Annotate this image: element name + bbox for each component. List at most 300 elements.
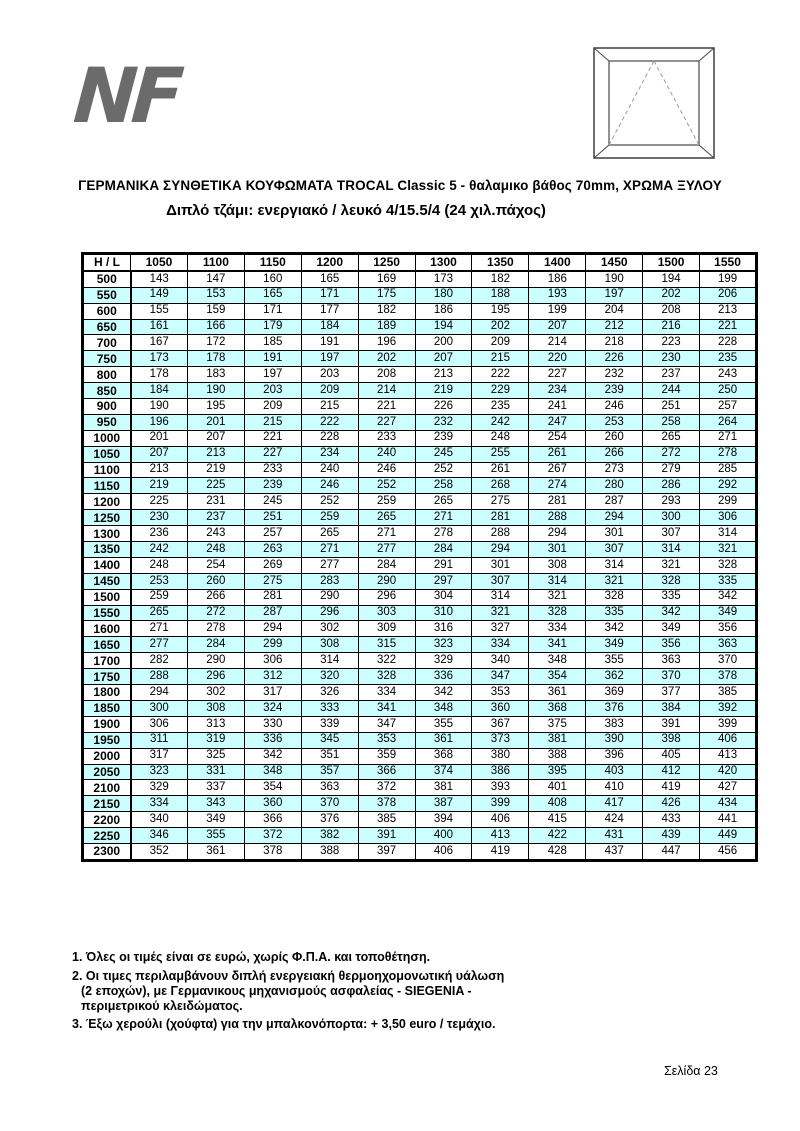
price-cell: 191 xyxy=(301,335,358,351)
price-cell: 370 xyxy=(643,669,700,685)
table-row xyxy=(83,637,757,653)
note-item: 1. Όλες οι τιμές είναι σε ευρώ, χωρίς Φ.Π.Α. και τοποθέτηση. xyxy=(72,950,431,964)
table-row xyxy=(83,383,757,399)
table-row xyxy=(83,685,757,701)
price-cell: 399 xyxy=(472,796,529,812)
price-cell: 413 xyxy=(472,828,529,844)
column-header: 1300 xyxy=(415,254,472,271)
price-cell: 361 xyxy=(415,732,472,748)
price-cell: 200 xyxy=(415,335,472,351)
row-header: 700 xyxy=(83,335,131,351)
price-cell: 356 xyxy=(700,621,757,637)
price-cell: 378 xyxy=(244,843,301,860)
price-cell: 413 xyxy=(700,748,757,764)
price-cell: 301 xyxy=(529,542,586,558)
note-item: 3. Έξω χερούλι (χούφτα) για την μπαλκονόπορτα: + 3,50 euro / τεμάχιο. xyxy=(72,1017,496,1031)
price-cell: 182 xyxy=(358,303,415,319)
table-row xyxy=(83,271,757,287)
price-cell: 203 xyxy=(244,383,301,399)
price-cell: 269 xyxy=(244,557,301,573)
row-header: 1900 xyxy=(83,716,131,732)
price-cell: 426 xyxy=(643,796,700,812)
price-cell: 343 xyxy=(187,796,244,812)
price-cell: 294 xyxy=(131,685,188,701)
price-cell: 372 xyxy=(244,828,301,844)
price-cell: 231 xyxy=(187,494,244,510)
price-cell: 304 xyxy=(415,589,472,605)
price-cell: 225 xyxy=(131,494,188,510)
price-cell: 334 xyxy=(472,637,529,653)
price-cell: 357 xyxy=(301,764,358,780)
price-cell: 182 xyxy=(472,271,529,287)
price-cell: 153 xyxy=(187,287,244,303)
price-cell: 296 xyxy=(187,669,244,685)
price-cell: 195 xyxy=(472,303,529,319)
price-cell: 284 xyxy=(415,542,472,558)
row-header: 2050 xyxy=(83,764,131,780)
price-cell: 165 xyxy=(301,271,358,287)
price-cell: 314 xyxy=(643,542,700,558)
price-cell: 259 xyxy=(301,510,358,526)
table-row xyxy=(83,557,757,573)
price-cell: 281 xyxy=(472,510,529,526)
price-cell: 352 xyxy=(131,843,188,860)
price-cell: 383 xyxy=(586,716,643,732)
price-cell: 257 xyxy=(700,399,757,415)
column-header: 1250 xyxy=(358,254,415,271)
price-cell: 363 xyxy=(301,780,358,796)
price-cell: 333 xyxy=(301,700,358,716)
price-cell: 213 xyxy=(131,462,188,478)
price-cell: 209 xyxy=(472,335,529,351)
price-cell: 246 xyxy=(358,462,415,478)
price-cell: 203 xyxy=(301,367,358,383)
price-cell: 165 xyxy=(244,287,301,303)
price-cell: 235 xyxy=(472,399,529,415)
price-cell: 328 xyxy=(529,605,586,621)
price-cell: 390 xyxy=(586,732,643,748)
price-cell: 160 xyxy=(244,271,301,287)
price-cell: 240 xyxy=(358,446,415,462)
price-cell: 215 xyxy=(301,399,358,415)
price-cell: 331 xyxy=(187,764,244,780)
row-header: 1250 xyxy=(83,510,131,526)
price-cell: 189 xyxy=(358,319,415,335)
price-cell: 329 xyxy=(415,653,472,669)
price-cell: 171 xyxy=(301,287,358,303)
price-cell: 277 xyxy=(358,542,415,558)
price-cell: 178 xyxy=(131,367,188,383)
price-cell: 237 xyxy=(187,510,244,526)
price-cell: 392 xyxy=(700,700,757,716)
price-cell: 328 xyxy=(700,557,757,573)
price-cell: 370 xyxy=(301,796,358,812)
price-cell: 310 xyxy=(415,605,472,621)
price-cell: 294 xyxy=(472,542,529,558)
price-cell: 143 xyxy=(131,271,188,287)
price-cell: 301 xyxy=(586,526,643,542)
price-cell: 266 xyxy=(187,589,244,605)
price-cell: 206 xyxy=(700,287,757,303)
price-cell: 406 xyxy=(700,732,757,748)
price-cell: 354 xyxy=(244,780,301,796)
price-cell: 169 xyxy=(358,271,415,287)
price-cell: 385 xyxy=(700,685,757,701)
price-cell: 199 xyxy=(529,303,586,319)
price-cell: 349 xyxy=(187,812,244,828)
price-cell: 321 xyxy=(529,589,586,605)
column-header: 1350 xyxy=(472,254,529,271)
price-cell: 396 xyxy=(586,748,643,764)
price-cell: 345 xyxy=(301,732,358,748)
price-cell: 221 xyxy=(244,430,301,446)
corner-header: H / L xyxy=(83,254,131,271)
price-cell: 321 xyxy=(700,542,757,558)
price-cell: 252 xyxy=(415,462,472,478)
price-cell: 328 xyxy=(358,669,415,685)
price-cell: 374 xyxy=(415,764,472,780)
price-cell: 167 xyxy=(131,335,188,351)
price-cell: 214 xyxy=(529,335,586,351)
price-cell: 378 xyxy=(700,669,757,685)
price-cell: 227 xyxy=(244,446,301,462)
price-cell: 252 xyxy=(301,494,358,510)
price-cell: 265 xyxy=(643,430,700,446)
price-cell: 275 xyxy=(244,573,301,589)
price-cell: 355 xyxy=(415,716,472,732)
price-cell: 375 xyxy=(529,716,586,732)
table-row xyxy=(83,510,757,526)
price-cell: 340 xyxy=(472,653,529,669)
price-cell: 314 xyxy=(586,557,643,573)
price-cell: 234 xyxy=(301,446,358,462)
price-cell: 342 xyxy=(415,685,472,701)
price-cell: 197 xyxy=(244,367,301,383)
price-cell: 265 xyxy=(301,526,358,542)
price-cell: 221 xyxy=(358,399,415,415)
price-cell: 408 xyxy=(529,796,586,812)
price-cell: 254 xyxy=(187,557,244,573)
table-row xyxy=(83,319,757,335)
price-cell: 246 xyxy=(301,478,358,494)
row-header: 1950 xyxy=(83,732,131,748)
price-cell: 321 xyxy=(472,605,529,621)
price-cell: 302 xyxy=(301,621,358,637)
price-cell: 339 xyxy=(301,716,358,732)
table-header-row xyxy=(83,254,757,271)
price-cell: 218 xyxy=(586,335,643,351)
price-cell: 330 xyxy=(244,716,301,732)
price-cell: 230 xyxy=(643,351,700,367)
price-cell: 248 xyxy=(187,542,244,558)
table-row xyxy=(83,780,757,796)
price-cell: 342 xyxy=(643,605,700,621)
price-cell: 253 xyxy=(586,414,643,430)
price-cell: 337 xyxy=(187,780,244,796)
price-cell: 258 xyxy=(415,478,472,494)
column-header: 1150 xyxy=(244,254,301,271)
price-cell: 307 xyxy=(643,526,700,542)
column-header: 1100 xyxy=(187,254,244,271)
price-cell: 342 xyxy=(700,589,757,605)
price-cell: 184 xyxy=(301,319,358,335)
price-cell: 284 xyxy=(187,637,244,653)
price-cell: 287 xyxy=(244,605,301,621)
price-cell: 400 xyxy=(415,828,472,844)
row-header: 650 xyxy=(83,319,131,335)
price-cell: 222 xyxy=(301,414,358,430)
price-cell: 360 xyxy=(244,796,301,812)
price-cell: 323 xyxy=(131,764,188,780)
price-cell: 220 xyxy=(529,351,586,367)
row-header: 1600 xyxy=(83,621,131,637)
price-cell: 235 xyxy=(700,351,757,367)
column-header: 1550 xyxy=(700,254,757,271)
page-subtitle: Διπλό τζάμι: ενεργιακό / λευκό 4/15.5/4 (24 χιλ.πάχος) xyxy=(166,202,546,219)
price-cell: 219 xyxy=(131,478,188,494)
price-cell: 227 xyxy=(529,367,586,383)
price-cell: 334 xyxy=(358,685,415,701)
row-header: 1200 xyxy=(83,494,131,510)
price-cell: 243 xyxy=(700,367,757,383)
row-header: 500 xyxy=(83,271,131,287)
price-cell: 228 xyxy=(700,335,757,351)
price-cell: 263 xyxy=(244,542,301,558)
price-cell: 197 xyxy=(301,351,358,367)
price-cell: 355 xyxy=(187,828,244,844)
price-cell: 326 xyxy=(301,685,358,701)
price-cell: 329 xyxy=(131,780,188,796)
price-cell: 201 xyxy=(187,414,244,430)
price-cell: 271 xyxy=(415,510,472,526)
price-cell: 314 xyxy=(529,573,586,589)
price-cell: 161 xyxy=(131,319,188,335)
price-cell: 259 xyxy=(358,494,415,510)
price-cell: 370 xyxy=(700,653,757,669)
price-cell: 267 xyxy=(529,462,586,478)
price-cell: 410 xyxy=(586,780,643,796)
table-row xyxy=(83,828,757,844)
price-cell: 401 xyxy=(529,780,586,796)
price-cell: 428 xyxy=(529,843,586,860)
row-header: 850 xyxy=(83,383,131,399)
price-cell: 251 xyxy=(643,399,700,415)
price-cell: 349 xyxy=(643,621,700,637)
price-cell: 434 xyxy=(700,796,757,812)
price-cell: 207 xyxy=(187,430,244,446)
price-cell: 306 xyxy=(700,510,757,526)
price-cell: 171 xyxy=(244,303,301,319)
row-header: 800 xyxy=(83,367,131,383)
price-cell: 308 xyxy=(187,700,244,716)
row-header: 1700 xyxy=(83,653,131,669)
price-cell: 232 xyxy=(415,414,472,430)
price-cell: 208 xyxy=(643,303,700,319)
price-cell: 278 xyxy=(415,526,472,542)
price-cell: 213 xyxy=(187,446,244,462)
price-cell: 227 xyxy=(358,414,415,430)
row-header: 900 xyxy=(83,399,131,415)
price-cell: 173 xyxy=(415,271,472,287)
price-cell: 237 xyxy=(643,367,700,383)
row-header: 1550 xyxy=(83,605,131,621)
price-cell: 373 xyxy=(472,732,529,748)
row-header: 2100 xyxy=(83,780,131,796)
price-cell: 290 xyxy=(301,589,358,605)
table-row xyxy=(83,399,757,415)
price-cell: 334 xyxy=(131,796,188,812)
price-cell: 309 xyxy=(358,621,415,637)
table-row xyxy=(83,732,757,748)
price-cell: 199 xyxy=(700,271,757,287)
table-row xyxy=(83,700,757,716)
price-cell: 239 xyxy=(244,478,301,494)
price-cell: 336 xyxy=(415,669,472,685)
price-cell: 191 xyxy=(244,351,301,367)
table-row xyxy=(83,605,757,621)
price-cell: 311 xyxy=(131,732,188,748)
note-item: 2. Οι τιμες περιλαμβάνουν διπλή ενεργειακή θερμοηχομονωτική υάλωση xyxy=(72,968,505,983)
price-cell: 417 xyxy=(586,796,643,812)
column-header: 1500 xyxy=(643,254,700,271)
price-cell: 242 xyxy=(472,414,529,430)
price-cell: 323 xyxy=(415,637,472,653)
price-cell: 209 xyxy=(301,383,358,399)
column-header: 1400 xyxy=(529,254,586,271)
price-cell: 265 xyxy=(358,510,415,526)
price-cell: 376 xyxy=(586,700,643,716)
price-cell: 368 xyxy=(529,700,586,716)
price-cell: 319 xyxy=(187,732,244,748)
page-title: ΓΕΡΜΑΝΙΚΑ ΣΥΝΘΕΤΙΚΑ ΚΟΥΦΩΜΑΤΑ TROCAL Classic 5 - θαλαμικο βάθος 70mm, ΧΡΩΜΑ ΞΥΛΟΥ xyxy=(78,178,722,193)
price-cell: 314 xyxy=(700,526,757,542)
table-row xyxy=(83,764,757,780)
price-cell: 194 xyxy=(643,271,700,287)
price-cell: 257 xyxy=(244,526,301,542)
price-cell: 264 xyxy=(700,414,757,430)
price-cell: 368 xyxy=(415,748,472,764)
table-row xyxy=(83,669,757,685)
price-cell: 271 xyxy=(358,526,415,542)
price-cell: 283 xyxy=(301,573,358,589)
price-cell: 302 xyxy=(187,685,244,701)
price-cell: 308 xyxy=(529,557,586,573)
price-cell: 406 xyxy=(472,812,529,828)
price-cell: 342 xyxy=(244,748,301,764)
price-cell: 281 xyxy=(529,494,586,510)
price-cell: 306 xyxy=(244,653,301,669)
nf-logo: NF xyxy=(70,51,181,140)
row-header: 1800 xyxy=(83,685,131,701)
price-cell: 378 xyxy=(358,796,415,812)
row-header: 1750 xyxy=(83,669,131,685)
row-header: 550 xyxy=(83,287,131,303)
price-cell: 202 xyxy=(643,287,700,303)
price-cell: 202 xyxy=(472,319,529,335)
price-cell: 242 xyxy=(131,542,188,558)
price-cell: 360 xyxy=(472,700,529,716)
note-continuation-line: περιμετρικού κλειδώματος. xyxy=(81,998,243,1013)
price-cell: 420 xyxy=(700,764,757,780)
price-cell: 278 xyxy=(187,621,244,637)
price-cell: 195 xyxy=(187,399,244,415)
price-cell: 321 xyxy=(643,557,700,573)
price-cell: 385 xyxy=(358,812,415,828)
row-header: 1000 xyxy=(83,430,131,446)
price-cell: 447 xyxy=(643,843,700,860)
price-cell: 399 xyxy=(700,716,757,732)
price-cell: 250 xyxy=(700,383,757,399)
price-cell: 427 xyxy=(700,780,757,796)
price-cell: 377 xyxy=(643,685,700,701)
row-header: 1400 xyxy=(83,557,131,573)
row-header: 1850 xyxy=(83,700,131,716)
price-cell: 376 xyxy=(301,812,358,828)
price-cell: 394 xyxy=(415,812,472,828)
row-header: 1300 xyxy=(83,526,131,542)
price-cell: 353 xyxy=(358,732,415,748)
price-cell: 230 xyxy=(131,510,188,526)
price-cell: 281 xyxy=(244,589,301,605)
price-cell: 439 xyxy=(643,828,700,844)
price-cell: 208 xyxy=(358,367,415,383)
price-cell: 245 xyxy=(244,494,301,510)
price-cell: 190 xyxy=(187,383,244,399)
table-row xyxy=(83,526,757,542)
price-cell: 297 xyxy=(415,573,472,589)
price-cell: 362 xyxy=(586,669,643,685)
table-row xyxy=(83,843,757,860)
price-cell: 193 xyxy=(529,287,586,303)
table-row xyxy=(83,589,757,605)
table-row xyxy=(83,335,757,351)
price-cell: 314 xyxy=(472,589,529,605)
price-cell: 219 xyxy=(415,383,472,399)
price-cell: 361 xyxy=(187,843,244,860)
price-cell: 300 xyxy=(131,700,188,716)
row-header: 1450 xyxy=(83,573,131,589)
price-cell: 251 xyxy=(244,510,301,526)
price-cell: 441 xyxy=(700,812,757,828)
price-cell: 248 xyxy=(131,557,188,573)
price-cell: 307 xyxy=(586,542,643,558)
price-cell: 348 xyxy=(244,764,301,780)
price-cell: 301 xyxy=(472,557,529,573)
table-row xyxy=(83,351,757,367)
row-header: 2200 xyxy=(83,812,131,828)
page-number: Σελίδα 23 xyxy=(664,1064,718,1078)
price-cell: 149 xyxy=(131,287,188,303)
price-cell: 147 xyxy=(187,271,244,287)
price-cell: 271 xyxy=(301,542,358,558)
table-row xyxy=(83,716,757,732)
price-cell: 335 xyxy=(643,589,700,605)
price-cell: 324 xyxy=(244,700,301,716)
price-cell: 291 xyxy=(415,557,472,573)
price-cell: 280 xyxy=(586,478,643,494)
price-cell: 226 xyxy=(415,399,472,415)
price-cell: 197 xyxy=(586,287,643,303)
column-header: 1050 xyxy=(131,254,188,271)
price-cell: 266 xyxy=(586,446,643,462)
price-cell: 261 xyxy=(472,462,529,478)
row-header: 950 xyxy=(83,414,131,430)
price-cell: 347 xyxy=(472,669,529,685)
row-header: 750 xyxy=(83,351,131,367)
price-cell: 179 xyxy=(244,319,301,335)
price-cell: 431 xyxy=(586,828,643,844)
price-cell: 328 xyxy=(643,573,700,589)
